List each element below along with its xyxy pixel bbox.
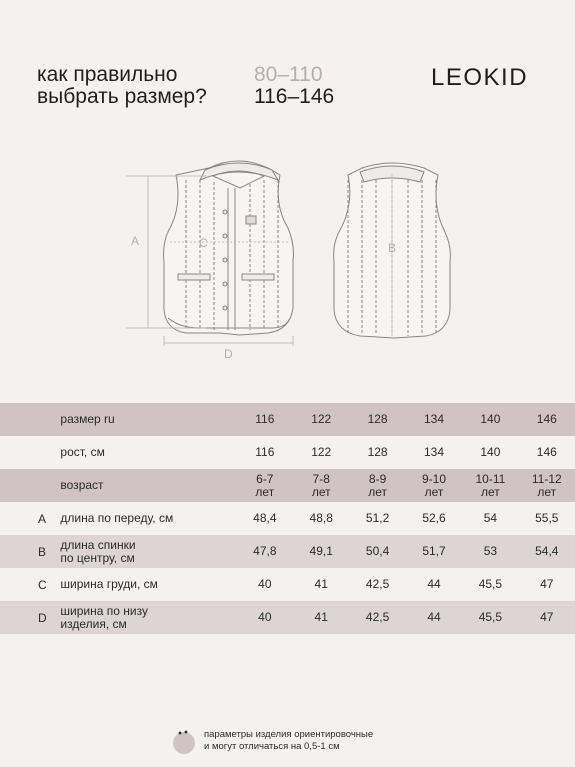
row-code: D: [0, 601, 60, 634]
vest-front-icon: [164, 161, 294, 335]
table-cell: 45,5: [462, 568, 518, 601]
table-cell: 52,6: [406, 502, 462, 535]
size-range-new: 116–146: [254, 85, 335, 108]
table-cell: 140: [462, 403, 518, 436]
size-table: [0, 403, 575, 634]
table-cell: 128: [349, 403, 405, 436]
table-cell: 44: [406, 568, 462, 601]
table-cell: 44: [406, 601, 462, 634]
table-cell: 47: [519, 601, 575, 634]
row-name: длина спинки по центру, см: [60, 535, 236, 568]
row-name: возраст: [60, 469, 236, 502]
table-row: [0, 469, 575, 502]
table-cell: 49,1: [293, 535, 349, 568]
table-cell: 134: [406, 403, 462, 436]
label-d: D: [224, 347, 233, 361]
table-cell: 42,5: [349, 601, 405, 634]
table-cell: 40: [237, 568, 293, 601]
table-cell: 54: [462, 502, 518, 535]
row-name: длина по переду, см: [60, 502, 236, 535]
label-a: A: [131, 234, 140, 248]
table-cell: 51,2: [349, 502, 405, 535]
table-cell: 10-11 лет: [462, 469, 518, 502]
table-cell: 51,7: [406, 535, 462, 568]
table-cell: 134: [406, 436, 462, 469]
row-name: ширина по низу изделия, см: [60, 601, 236, 634]
row-name: рост, см: [60, 436, 236, 469]
info-face-icon: [172, 729, 198, 755]
table-cell: 116: [237, 403, 293, 436]
table-cell: 7-8 лет: [293, 469, 349, 502]
row-code: B: [0, 535, 60, 568]
size-range: [254, 64, 334, 108]
title-line-1: как правильно: [37, 63, 178, 86]
table-cell: 54,4: [519, 535, 575, 568]
table-cell: 122: [293, 436, 349, 469]
table-cell: 48,4: [237, 502, 293, 535]
table-row: [0, 601, 575, 634]
table-cell: 41: [293, 601, 349, 634]
footnote-line-2: и могут отличаться на 0,5-1 см: [204, 741, 340, 752]
table-cell: 42,5: [349, 568, 405, 601]
table-cell: 45,5: [462, 601, 518, 634]
table-cell: 48,8: [293, 502, 349, 535]
footnote: [204, 729, 373, 753]
table-cell: 11-12 лет: [519, 469, 575, 502]
row-code: [0, 403, 60, 436]
table-row: [0, 403, 575, 436]
table-row: [0, 502, 575, 535]
table-cell: 9-10 лет: [406, 469, 462, 502]
table-cell: 53: [462, 535, 518, 568]
table-cell: 146: [519, 403, 575, 436]
brand-logo: LEOKID: [431, 64, 529, 91]
vest-diagram: [0, 150, 575, 365]
page-title: [37, 64, 207, 108]
table-cell: 47: [519, 568, 575, 601]
table-row: [0, 535, 575, 568]
row-name: размер ru: [60, 403, 236, 436]
label-c: C: [199, 236, 208, 250]
table-cell: 122: [293, 403, 349, 436]
table-cell: 8-9 лет: [349, 469, 405, 502]
table-cell: 6-7 лет: [237, 469, 293, 502]
table-cell: 55,5: [519, 502, 575, 535]
table-cell: 41: [293, 568, 349, 601]
title-line-2: выбрать размер?: [37, 85, 207, 108]
table-cell: 146: [519, 436, 575, 469]
table-cell: 47,8: [237, 535, 293, 568]
footnote-line-1: параметры изделия ориентировочные: [204, 729, 374, 740]
row-code: C: [0, 568, 60, 601]
row-name: ширина груди, см: [60, 568, 236, 601]
row-code: A: [0, 502, 60, 535]
table-cell: 116: [237, 436, 293, 469]
label-b: B: [388, 241, 397, 255]
row-code: [0, 436, 60, 469]
table-cell: 40: [237, 601, 293, 634]
table-row: [0, 436, 575, 469]
table-cell: 140: [462, 436, 518, 469]
row-code: [0, 469, 60, 502]
size-range-old: 80–110: [254, 63, 323, 86]
table-cell: 50,4: [349, 535, 405, 568]
table-cell: 128: [349, 436, 405, 469]
table-row: [0, 568, 575, 601]
